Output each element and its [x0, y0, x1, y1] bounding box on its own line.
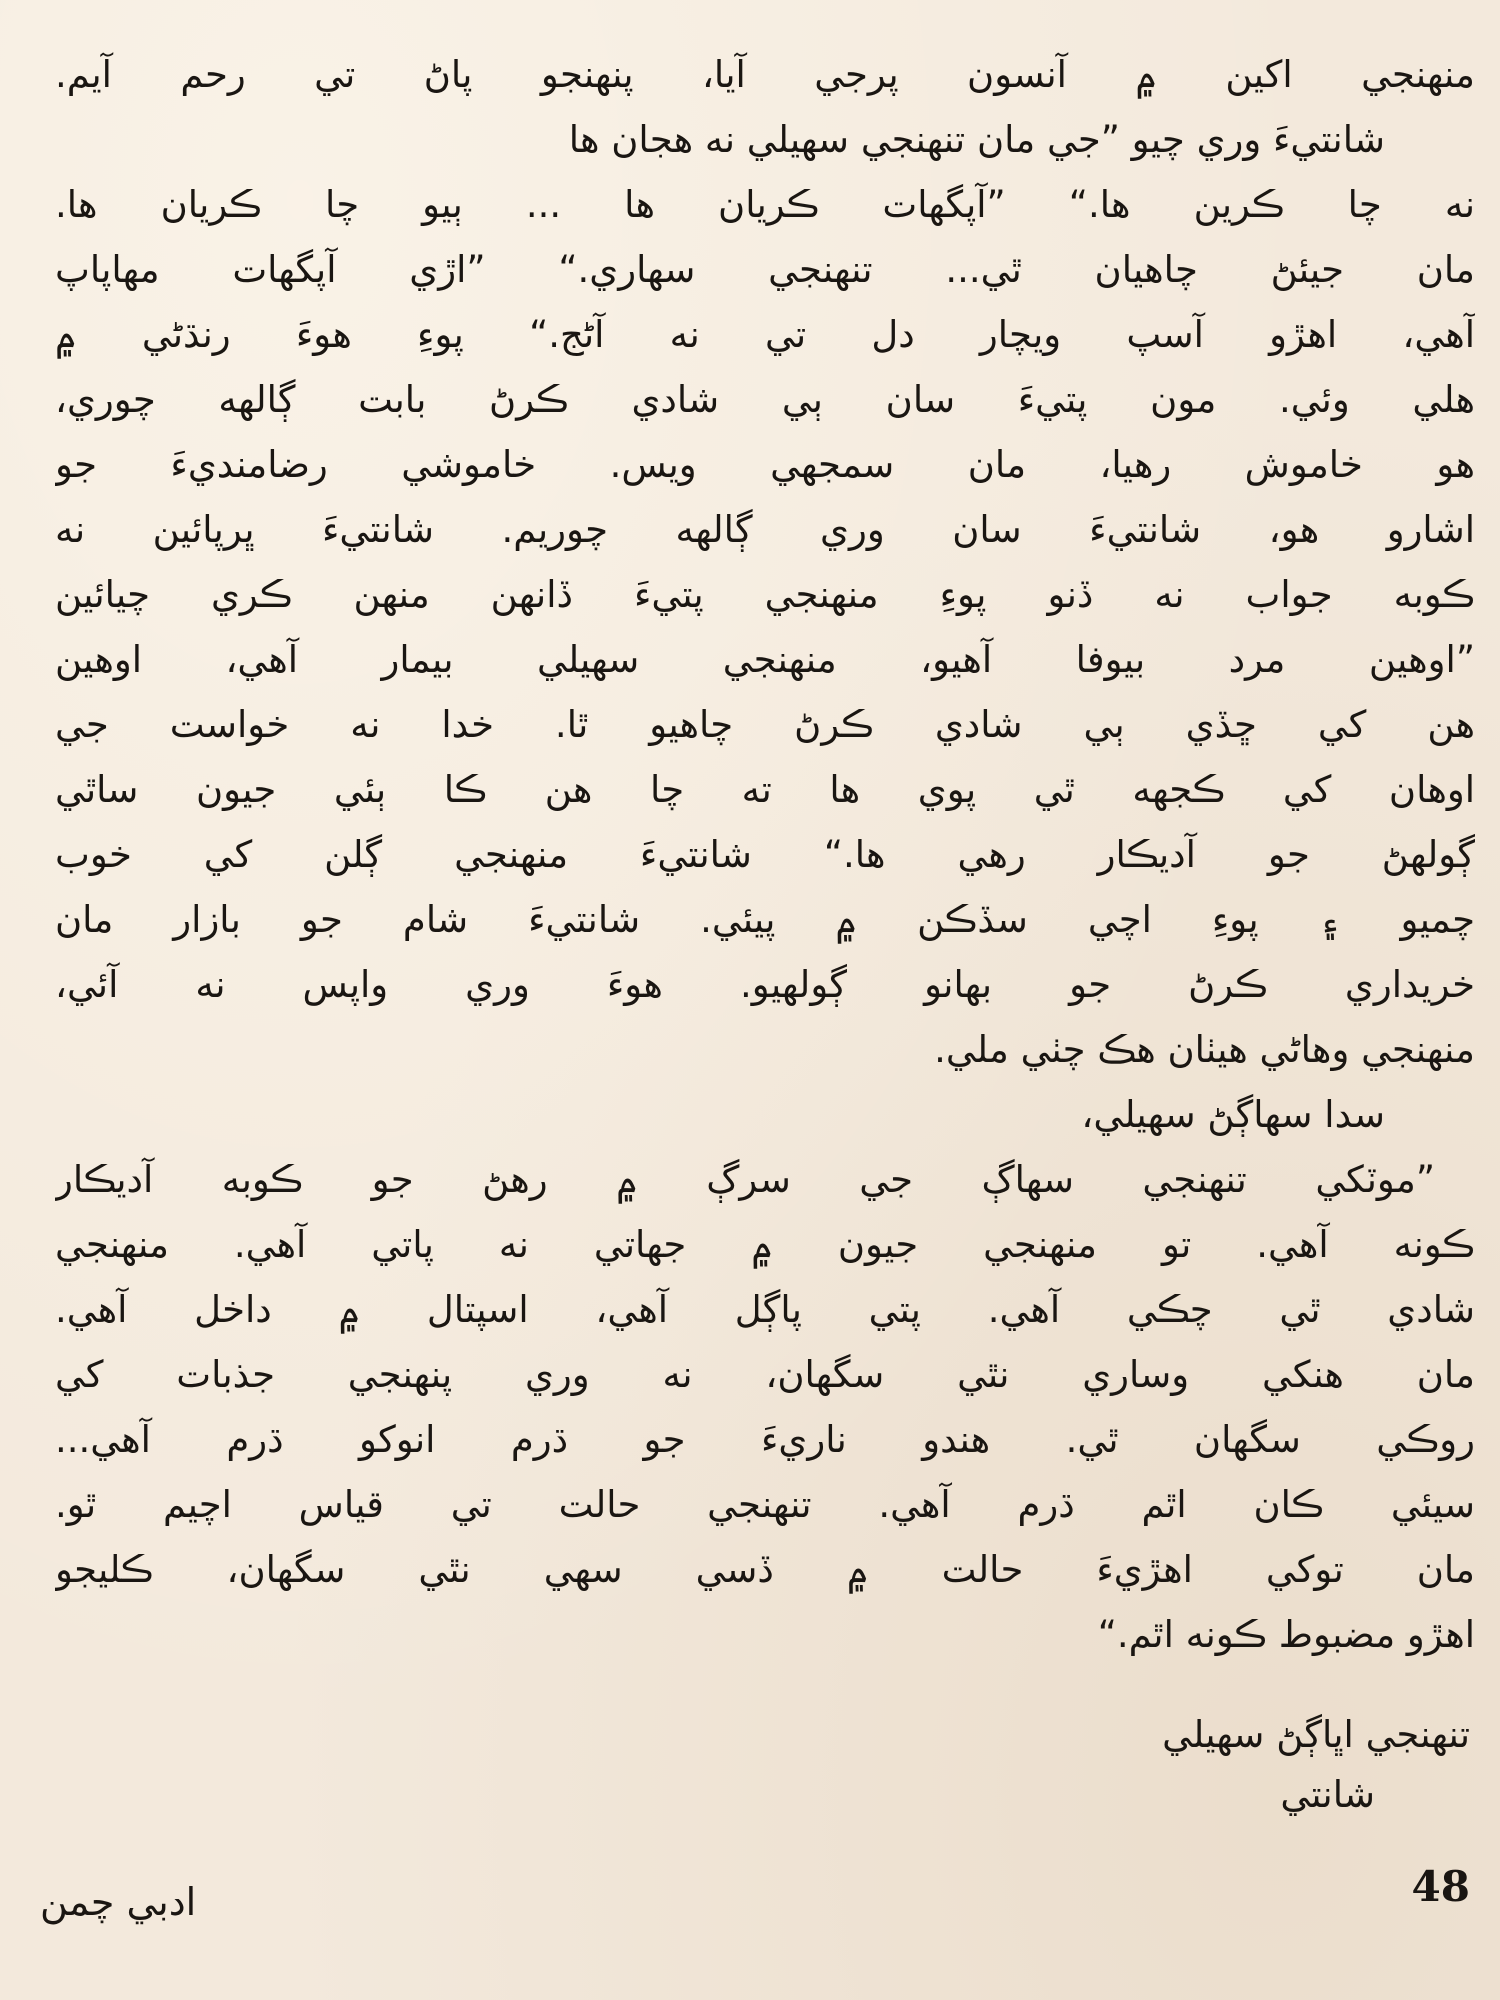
- letter-line: اهڙو مضبوط ڪونه اٿم.“: [1097, 1613, 1475, 1656]
- body-text: [55, 42, 1475, 1667]
- body-line: خريداري ڪرڻ جو بهانو ڳولهيو. هوءَ وري واپس نه آئي،: [55, 963, 1475, 1006]
- letter-line: ”موٽکي تنهنجي سهاڳ جي سرڳ ۾ رهڻ جو ڪوبه آديڪار: [55, 1158, 1435, 1201]
- body-line: آهي، اهڙو آسپ ويچار دل تي نه آڻج.“ پوءِ هوءَ رنڌڻي ۾: [55, 313, 1475, 356]
- body-line: منهنجي وهاڻي هيٺان هڪ چٺي ملي.: [934, 1028, 1475, 1071]
- body-line: هلي وئي. مون پتيءَ سان ٻي شادي ڪرڻ بابت ڳالهه چوري،: [55, 378, 1475, 421]
- body-line: ڳولهڻ جو آديڪار رهي ها.“ شانتيءَ منهنجي ڳلن کي خوب: [55, 833, 1475, 876]
- body-line: ”اوهين مرد بيوفا آهيو، منهنجي سهيلي بيمار آهي، اوهين: [55, 638, 1475, 681]
- body-line: هو خاموش رهيا، مان سمجهي ويس. خاموشي رضامنديءَ جو: [55, 443, 1475, 486]
- letter-line: شادي ٿي چڪي آهي. پتي پاڳل آهي، اسپتال ۾ داخل آهي.: [55, 1288, 1475, 1331]
- publication-title: ادبي چمن: [40, 1880, 197, 1924]
- body-line: هن کي ڇڏي ٻي شادي ڪرڻ چاهيو ٿا. خدا نه خواست جي: [55, 703, 1475, 746]
- letter-signature: [770, 1705, 1470, 1825]
- letter-line: مان هنکي وساري نٿي سگهان، نه وري پنهنجي جذبات کي: [55, 1353, 1475, 1396]
- letter-line: مان توکي اهڙيءَ حالت ۾ ڏسي سهي نٿي سگهان، ڪليجو: [55, 1548, 1475, 1591]
- body-line: ڪوبه جواب نه ڏنو پوءِ منهنجي پتيءَ ڏانهن منهن ڪري چيائين: [55, 573, 1475, 616]
- body-line: اوهان کي ڪجهه ٿي پوي ها ته چا هن ڪا ٻئي جيون ساٿي: [55, 768, 1475, 811]
- letter-line: سيئي ڪان اٿم ڌرم آهي. تنهنجي حالت تي قياس اچيم ٿو.: [55, 1483, 1475, 1526]
- letter-salutation: سدا سهاڳڻ سهيلي،: [1081, 1093, 1385, 1136]
- signature-closing: تنهنجي اڀاڳڻ سهيلي: [1162, 1713, 1470, 1756]
- body-line: چميو ۽ پوءِ اچي سڏڪن ۾ پيئي. شانتيءَ شام جو بازار مان: [55, 898, 1475, 941]
- letter-line: ڪونه آهي. تو منهنجي جيون ۾ جهاتي نه پاتي آهي. منهنجي: [55, 1223, 1475, 1266]
- body-line: مان جيئڻ چاهيان ٿي... تنهنجي سهاري.“ ”اڙي آپگهات مهاپاپ: [55, 248, 1475, 291]
- page-number: 48: [1411, 1862, 1470, 1911]
- body-line: منهنجي اکين ۾ آنسون پرجي آيا، پنهنجو پاڻ تي رحم آيم.: [55, 53, 1475, 96]
- body-line: نه چا ڪرين ها.“ ”آپگهات ڪريان ها ... ٻيو چا ڪريان ها.: [55, 183, 1475, 226]
- body-line: شانتيءَ وري چيو ”جي مان تنهنجي سهيلي نه هجان ها: [568, 118, 1385, 161]
- body-line: اشارو هو، شانتيءَ سان وري ڳالهه چوريم. شانتيءَ ڀرپائين نه: [55, 508, 1475, 551]
- letter-line: روڪي سگهان ٿي. هندو ناريءَ جو ڌرم انوکو ڌرم آهي...: [55, 1418, 1475, 1461]
- signature-name: شانتي: [1280, 1773, 1375, 1816]
